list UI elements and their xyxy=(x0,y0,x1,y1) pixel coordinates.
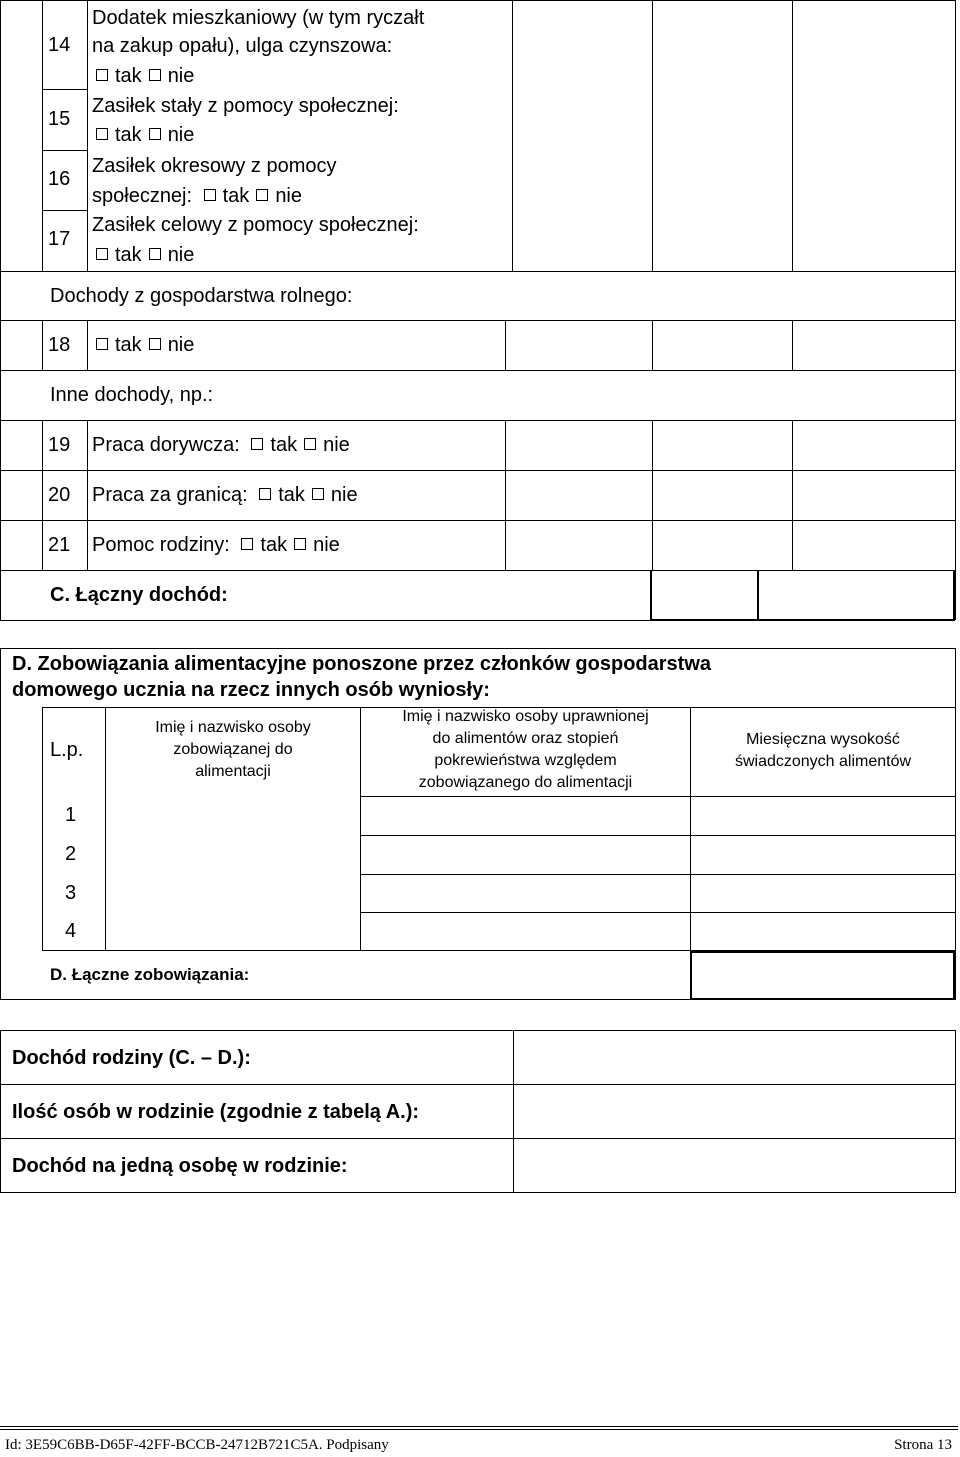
row-number: 19 xyxy=(48,434,71,456)
yes-no-choice[interactable]: Praca za granicą: tak nie xyxy=(92,484,358,506)
alimony-row-number: 4 xyxy=(65,920,77,942)
row-number: 20 xyxy=(48,484,71,506)
checkbox-yes[interactable] xyxy=(96,69,108,81)
income-per-person-field[interactable] xyxy=(515,1140,953,1190)
section-d-title: D. Zobowiązania alimentacyjne ponoszone przez członków gospodarstwa xyxy=(12,653,712,675)
page-number: Strona 13 xyxy=(894,1437,952,1453)
persons-count-label: Ilość osób w rodzinie (zgodnie z tabelą A.): xyxy=(12,1101,420,1123)
total-income-label: C. Łączny dochód: xyxy=(50,584,228,606)
yes-no-choice[interactable]: Praca dorywcza: tak nie xyxy=(92,434,350,456)
yes-no-choice[interactable]: społecznej: tak nie xyxy=(92,185,303,207)
yes-no-choice[interactable]: tak nie xyxy=(96,330,194,360)
document-id: Id: 3E59C6BB-D65F-42FF-BCCB-24712B721C5A. Podpisany xyxy=(5,1437,389,1453)
checkbox-no[interactable] xyxy=(149,338,161,350)
yes-no-choice[interactable]: Pomoc rodziny: tak nie xyxy=(92,534,340,556)
row-number: 15 xyxy=(48,108,71,130)
checkbox-yes[interactable] xyxy=(251,438,263,450)
checkbox-yes[interactable] xyxy=(96,248,108,260)
farm-heading: Dochody z gospodarstwa rolnego: xyxy=(50,285,353,307)
family-income-field[interactable] xyxy=(515,1032,953,1082)
alimony-row-number: 1 xyxy=(65,804,77,826)
row-number: 14 xyxy=(48,34,71,56)
yes-no-choice[interactable]: tak nie xyxy=(96,240,194,270)
income-label: Zasiłek okresowy z pomocy xyxy=(92,155,337,177)
checkbox-yes[interactable] xyxy=(96,338,108,350)
yes-no-choice[interactable]: tak nie xyxy=(96,61,194,91)
income-per-person-label: Dochód na jedną osobę w rodzinie: xyxy=(12,1155,348,1177)
obliged-header: Imię i nazwisko osoby zobowiązanej do alimentacji xyxy=(155,719,311,780)
section-d-title: domowego ucznia na rzecz innych osób wyniosły: xyxy=(12,679,490,701)
checkbox-yes[interactable] xyxy=(241,538,253,550)
checkbox-no[interactable] xyxy=(304,438,316,450)
persons-count-field[interactable] xyxy=(515,1086,953,1136)
total-obligations-label: D. Łączne zobowiązania: xyxy=(50,965,250,984)
checkbox-no[interactable] xyxy=(149,248,161,260)
alimony-row-number: 3 xyxy=(65,882,77,904)
checkbox-no[interactable] xyxy=(256,189,268,201)
yes-no-choice[interactable]: tak nie xyxy=(96,120,194,150)
entitled-header: Imię i nazwisko osoby uprawnionej do alimentów oraz stopień pokrewieństwa względem zobowiązanego do alimentacji xyxy=(402,708,649,791)
checkbox-yes[interactable] xyxy=(259,488,271,500)
row-number: 16 xyxy=(48,168,71,190)
lp-header: L.p. xyxy=(50,739,84,761)
checkbox-yes[interactable] xyxy=(96,128,108,140)
amount-header: Miesięczna wysokość świadczonych alimentów xyxy=(734,731,912,770)
other-heading: Inne dochody, np.: xyxy=(50,384,214,406)
checkbox-no[interactable] xyxy=(149,69,161,81)
row-number: 17 xyxy=(48,228,71,250)
row-number: 18 xyxy=(48,334,71,356)
income-label: Zasiłek stały z pomocy społecznej: xyxy=(92,95,399,117)
total-obligations-field[interactable] xyxy=(693,954,951,996)
row-number: 21 xyxy=(48,534,71,556)
income-label: Dodatek mieszkaniowy (w tym ryczałt xyxy=(92,7,425,29)
checkbox-yes[interactable] xyxy=(204,189,216,201)
total-income-field[interactable] xyxy=(761,572,951,618)
checkbox-no[interactable] xyxy=(312,488,324,500)
income-label: na zakup opału), ulga czynszowa: xyxy=(92,35,393,57)
checkbox-no[interactable] xyxy=(294,538,306,550)
income-label: Zasiłek celowy z pomocy społecznej: xyxy=(92,214,419,236)
checkbox-no[interactable] xyxy=(149,128,161,140)
family-income-label: Dochód rodziny (C. – D.): xyxy=(12,1047,251,1069)
alimony-row-number: 2 xyxy=(65,843,77,865)
